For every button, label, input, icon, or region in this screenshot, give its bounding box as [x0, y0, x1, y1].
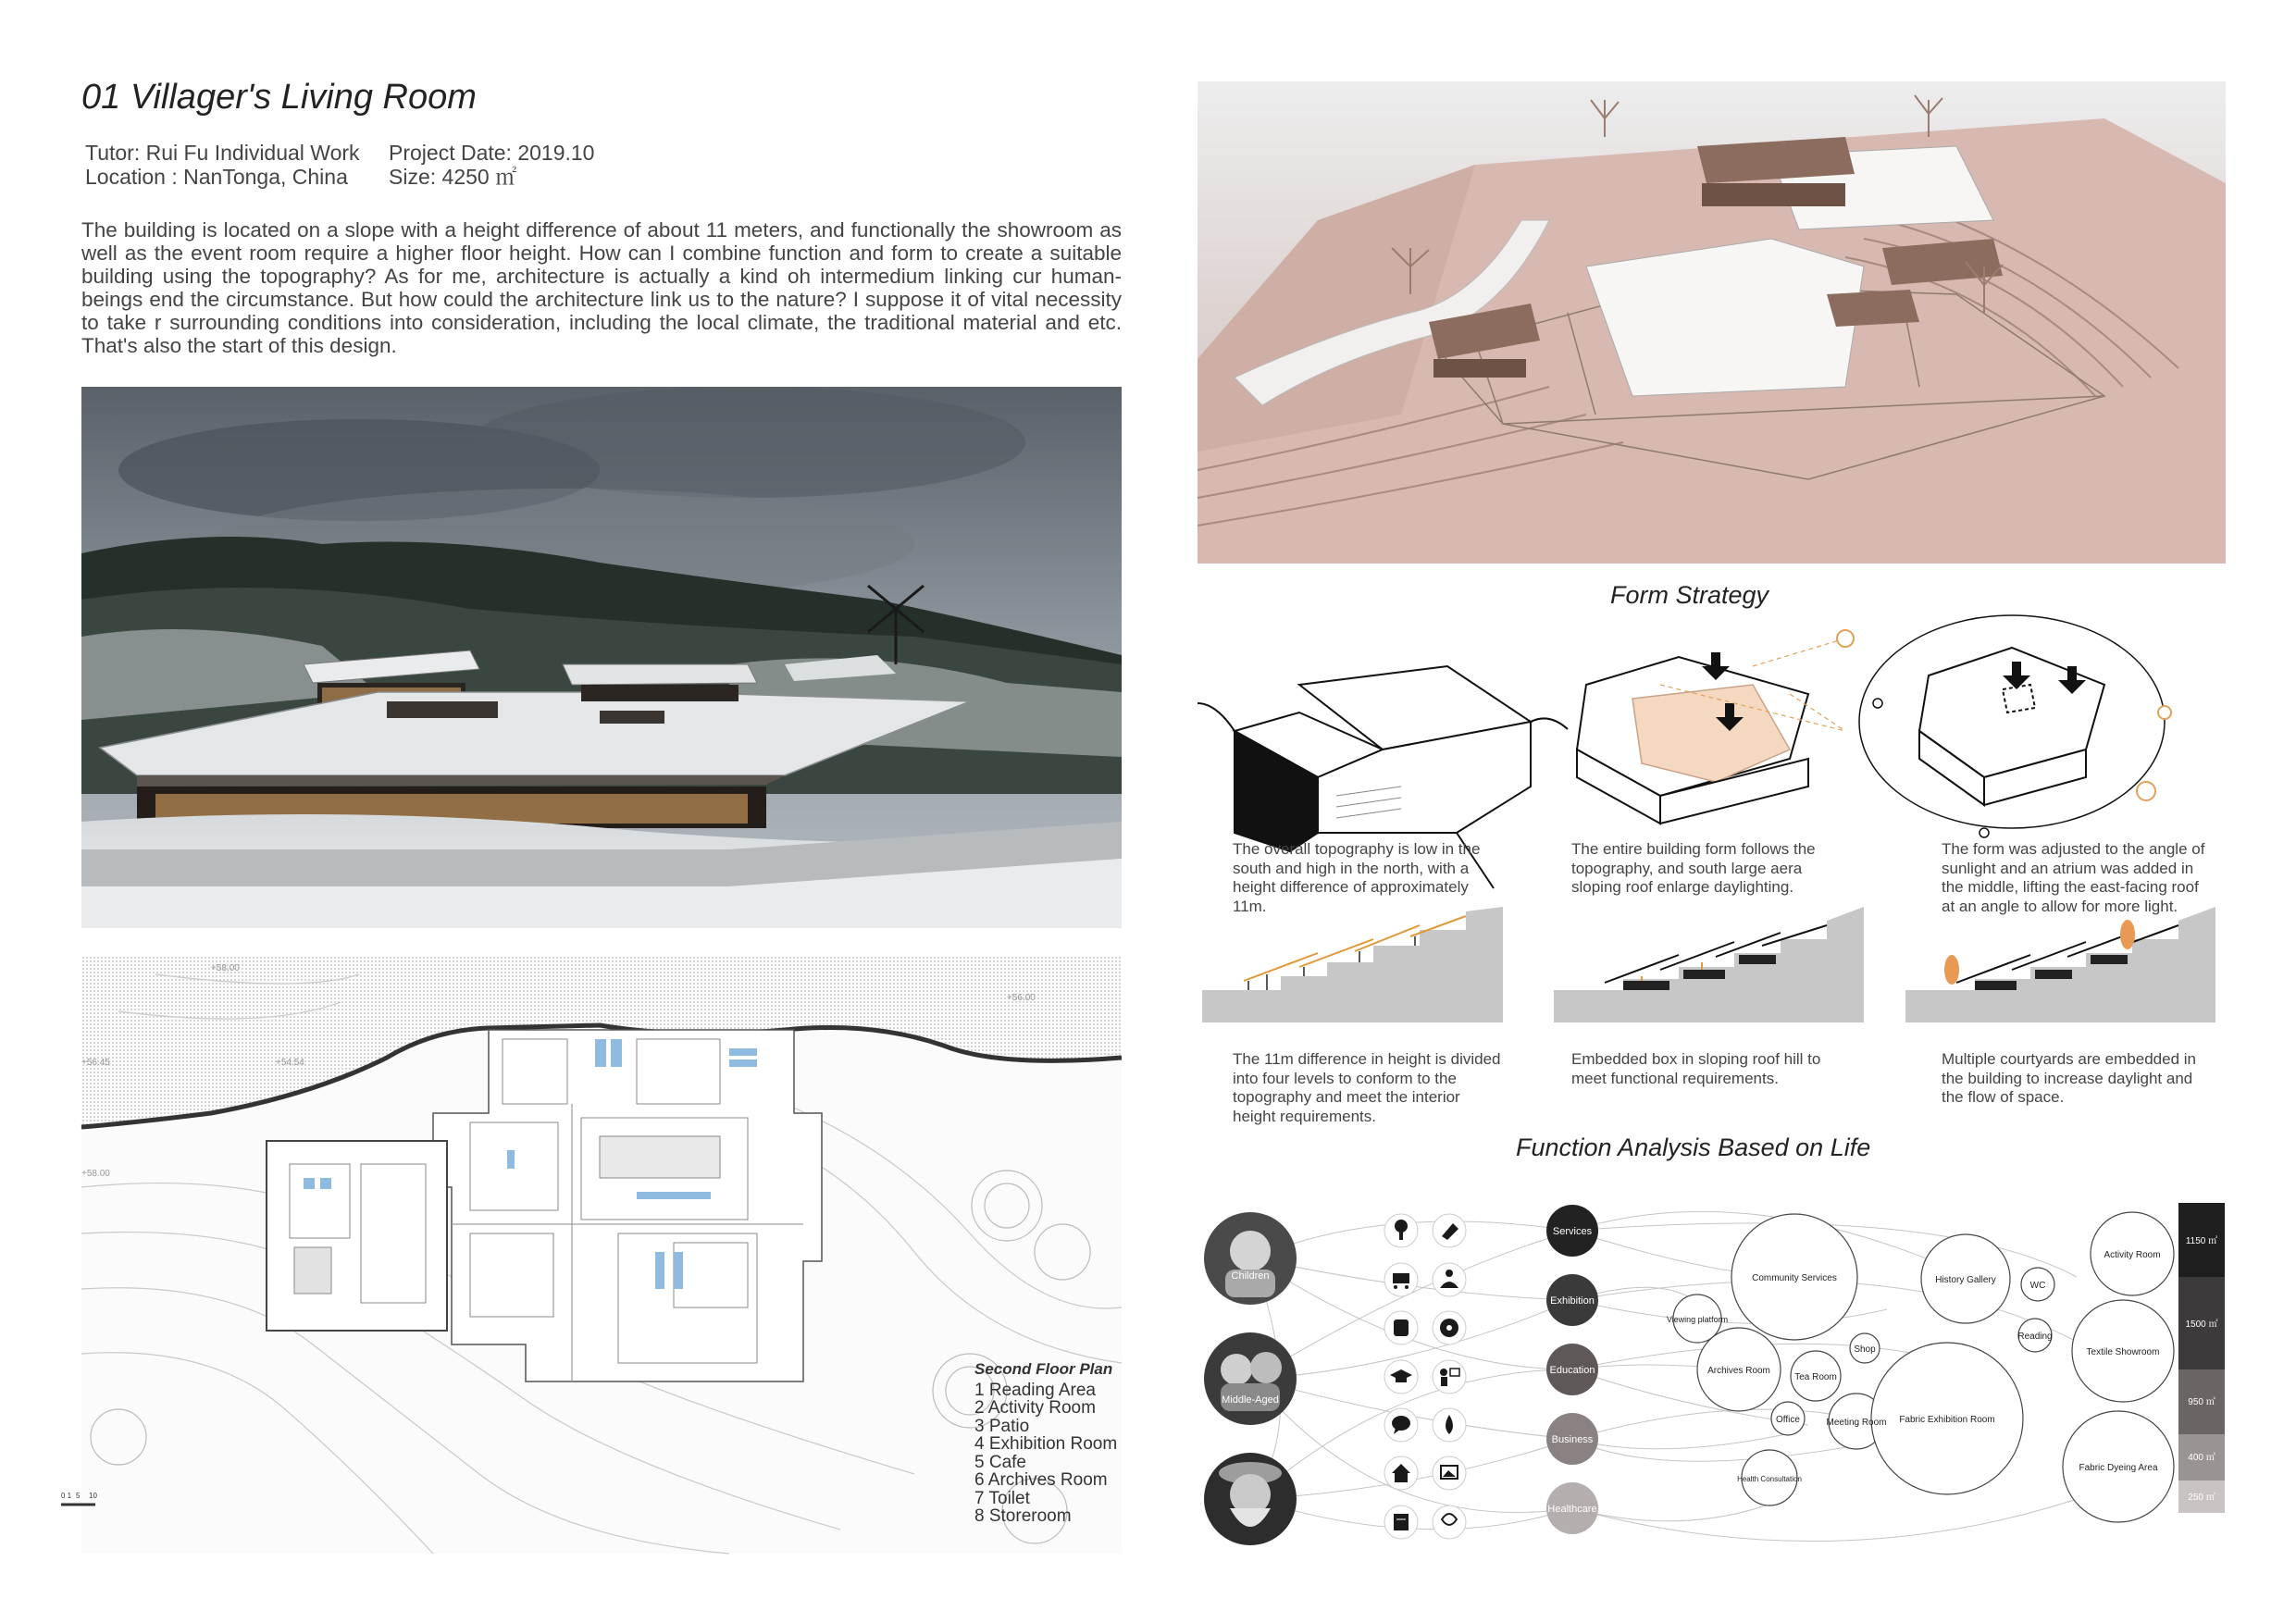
user-group-label: Middle-Aged: [1222, 1394, 1279, 1406]
section-diagram-1: [1202, 907, 1503, 1022]
book-icon: [1394, 1514, 1409, 1530]
building-form-diagram: [1577, 630, 1854, 824]
space-label: Textile Showroom: [2086, 1347, 2160, 1357]
category-circle: [1546, 1344, 1598, 1395]
area-label: 250 ㎡: [2188, 1493, 2215, 1503]
area-scale-bar: [2178, 1203, 2225, 1513]
project-intro: The building is located on a slope with a height difference of about 11 meters, and functionally the showroom as well as the event room require a higher floor height. How can I combine function and form to create a suitable building using the topography? As for me, architecture is actually a kind oh intermedium linking cur human-beings end the circumstance. But how could the architecture link us to the nature? I suppose it of vital necessity to take r surrounding conditions into consideration, including the local climate, the traditional material and etc. That's also the start of this design.: [81, 218, 1122, 357]
form-caption: The overall topography is low in the south and high in the north, with a height difference of approximately 11m.: [1233, 840, 1481, 915]
user-group-photo: [1204, 1332, 1297, 1425]
space-label: History Gallery: [1935, 1275, 1996, 1285]
plan-room: 8 Storeroom: [974, 1506, 1072, 1526]
category-label: Education: [1549, 1365, 1595, 1376]
section-diagram-3: [1905, 907, 2215, 1022]
user-group-photo: [1204, 1212, 1297, 1305]
tree-icon: [1395, 1220, 1408, 1233]
category-label: Business: [1551, 1434, 1594, 1445]
space-label: Shop: [1854, 1344, 1876, 1355]
category-label: Services: [1552, 1226, 1593, 1237]
sun-icon: [2158, 706, 2171, 719]
space-label: Health Consultation: [1737, 1475, 1802, 1483]
section-diagram-2: [1554, 907, 1864, 1022]
area-label: 950 ㎡: [2188, 1397, 2215, 1407]
space-label: WC: [2029, 1281, 2046, 1291]
sun-icon: [2137, 782, 2155, 800]
plan-room: 4 Exhibition Room: [974, 1434, 1118, 1454]
jar-icon: [1394, 1319, 1409, 1336]
teacher-icon: [1440, 1369, 1447, 1376]
chat-icon: [1392, 1416, 1410, 1431]
category-label: Exhibition: [1550, 1295, 1595, 1307]
form-strategy-diagrams: [1198, 611, 2229, 1027]
location-label: Location : NanTonga, China: [85, 165, 348, 189]
scale-label: 0 1: [61, 1492, 72, 1500]
project-title: 01 Villager's Living Room: [81, 78, 477, 117]
form-caption: The entire building form follows the topography, and south large aera sloping roof enlarge daylighting.: [1571, 840, 1816, 896]
sun-icon: [1837, 630, 1854, 647]
category-label: Healthcare: [1547, 1504, 1597, 1515]
cart-icon: [1393, 1273, 1409, 1283]
atrium-diagram: [1859, 615, 2171, 837]
tutor-label: Tutor: Rui Fu Individual Work: [85, 141, 360, 165]
function-analysis-title: Function Analysis Based on Life: [1516, 1134, 1871, 1161]
plan-room: 2 Activity Room: [974, 1398, 1096, 1418]
plan-legend: [974, 1360, 1117, 1526]
contour-label: +58.00: [211, 963, 240, 973]
contour-label: +54.54: [276, 1058, 304, 1068]
project-date-label: Project Date: 2019.10: [389, 141, 595, 165]
scale-label: 5: [76, 1492, 81, 1500]
contour-label: +56.45: [81, 1058, 110, 1068]
contour-label: +56.00: [1007, 993, 1036, 1003]
user-group-label: Children: [1231, 1270, 1270, 1282]
meditation-icon: [1446, 1270, 1453, 1277]
section-caption: Multiple courtyards are embedded in the building to increase daylight and the flow of space.: [1942, 1050, 2196, 1106]
space-label: Viewing platform: [1666, 1315, 1729, 1324]
space-label: Fabric Dyeing Area: [2079, 1463, 2158, 1473]
section-caption: The 11m difference in height is divided into four levels to conform to the topography and meet the interior height requirements.: [1233, 1050, 1501, 1125]
function-analysis-diagram: [1198, 1184, 2234, 1573]
space-label: Tea Room: [1794, 1372, 1837, 1382]
form-strategy-title: Form Strategy: [1610, 581, 1769, 609]
space-label: Fabric Exhibition Room: [1899, 1415, 1995, 1425]
area-label: 1500 ㎡: [2185, 1319, 2218, 1330]
plan-legend-title: Second Floor Plan: [974, 1360, 1113, 1378]
user-group-photo: [1204, 1453, 1297, 1545]
space-label: Reading: [2017, 1332, 2053, 1342]
plan-room: 5 Cafe: [974, 1452, 1026, 1472]
category-circle: [1546, 1413, 1598, 1465]
snow-render-image: [81, 387, 1122, 928]
section-caption: Embedded box in sloping roof hill to meet functional requirements.: [1571, 1050, 1821, 1087]
space-label: Activity Room: [2104, 1250, 2161, 1260]
category-circle: [1546, 1205, 1598, 1257]
model-photo: [1198, 81, 2226, 564]
space-label: Archives Room: [1707, 1366, 1770, 1376]
contour-label: +58.00: [81, 1169, 110, 1179]
category-circle: [1546, 1482, 1598, 1534]
second-floor-plan: [61, 956, 1122, 1554]
plan-room: 6 Archives Room: [974, 1470, 1108, 1490]
plan-room: 3 Patio: [974, 1416, 1030, 1436]
scale-label: 10: [89, 1492, 97, 1500]
size-label: Size: 4250 ㎡: [389, 165, 517, 189]
space-label: Community Services: [1752, 1273, 1837, 1283]
area-label: 1150 ㎡: [2185, 1236, 2218, 1246]
plan-room: 1 Reading Area: [974, 1380, 1096, 1400]
plan-room: 7 Toilet: [974, 1488, 1030, 1508]
form-caption: The form was adjusted to the angle of sunlight and an atrium was added in the middle, lifting the east-facing roof at an angle to allow for more light.: [1942, 840, 2205, 915]
space-label: Meeting Room: [1826, 1418, 1887, 1428]
category-circle: [1546, 1274, 1598, 1326]
area-label: 400 ㎡: [2188, 1453, 2215, 1463]
space-label: Office: [1776, 1415, 1800, 1425]
